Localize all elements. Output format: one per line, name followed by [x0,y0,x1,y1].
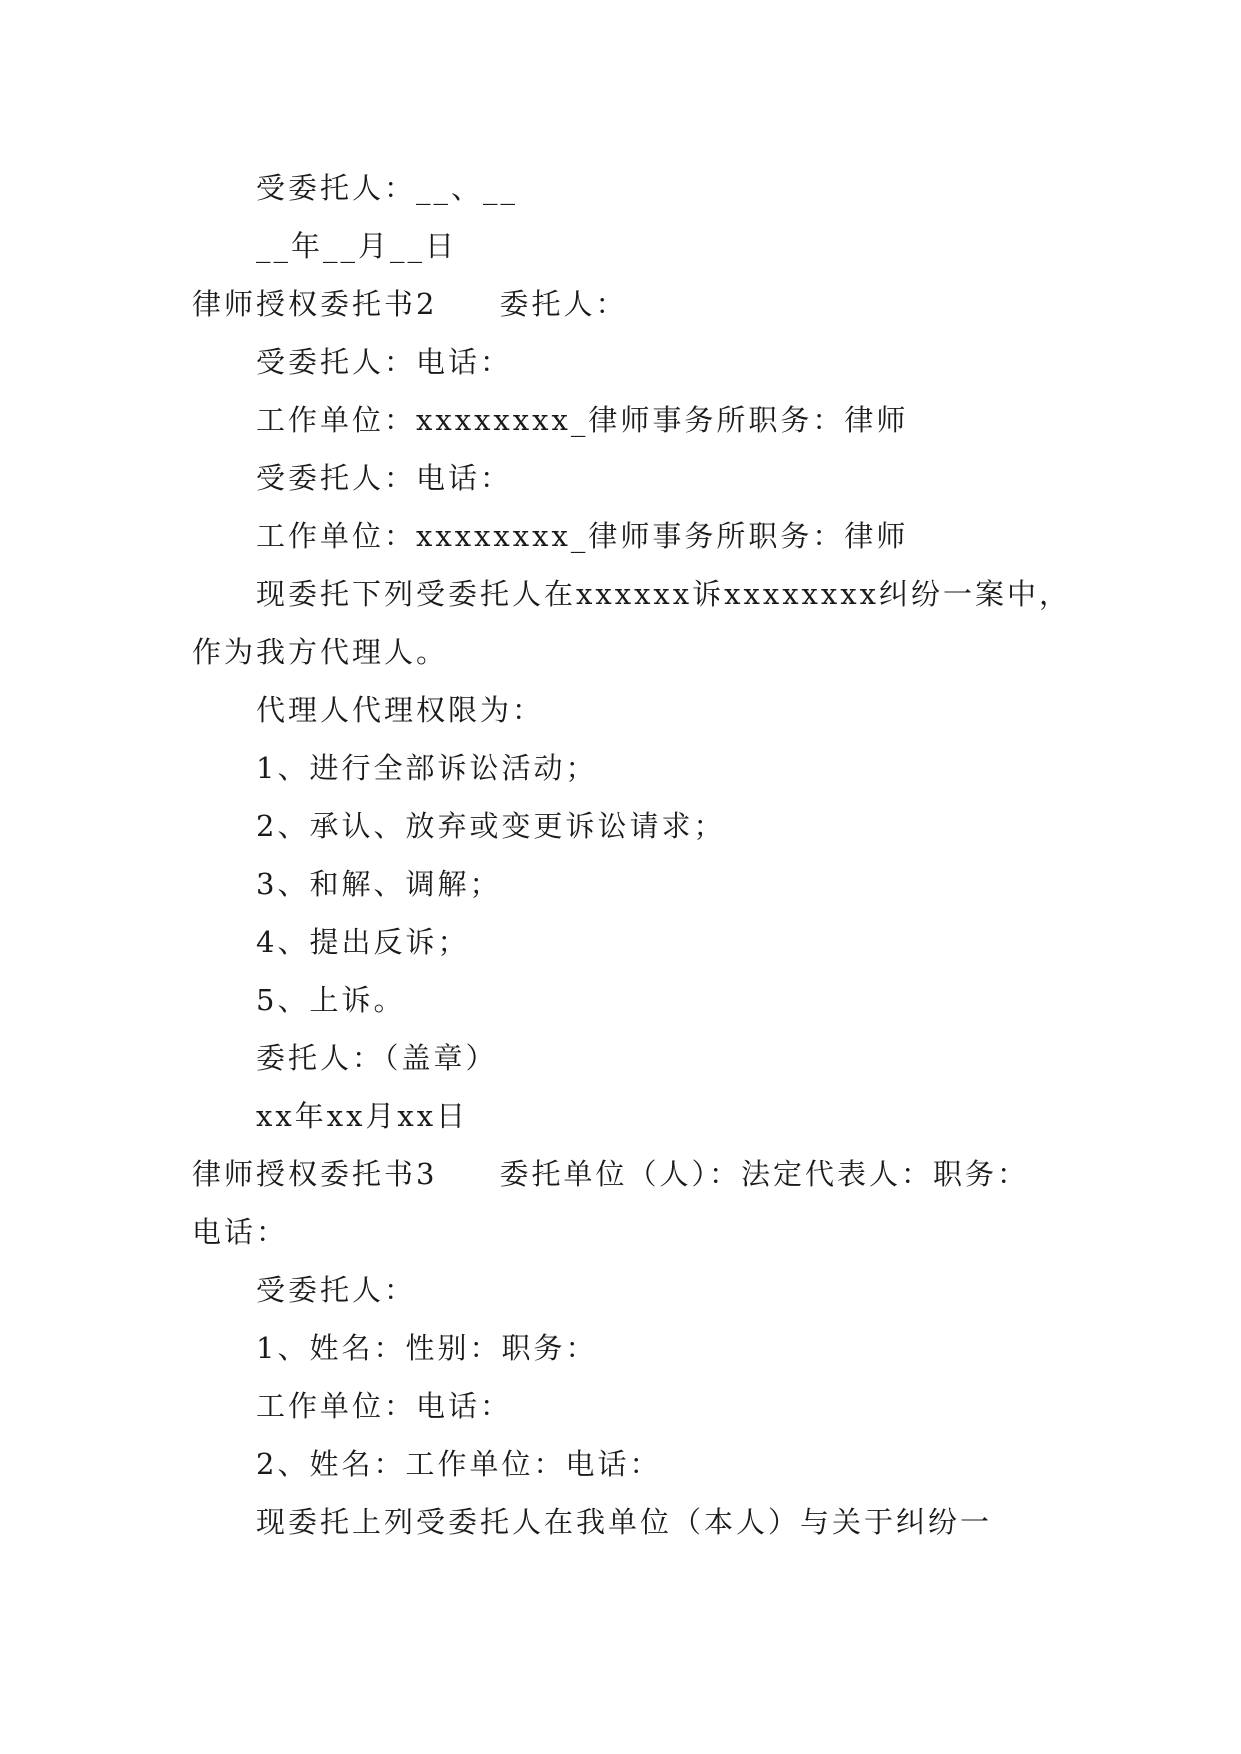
text-line: 工作单位：xxxxxxxx_律师事务所职务：律师 [256,403,909,437]
text-line: 受委托人： [256,1273,417,1307]
text-line: 代理人代理权限为： [256,693,545,727]
section-title: 律师授权委托书3 [192,1157,438,1191]
text-line: __年__月__日 [256,229,458,263]
text-line: 受委托人：电话： [256,461,513,495]
list-item: 4、提出反诉； [256,925,470,959]
list-item: 1、进行全部诉讼活动； [256,751,598,785]
section-heading-line [192,1154,1029,1194]
text-line: 作为我方代理人。 [192,635,449,669]
list-item: 5、上诉。 [256,983,406,1017]
list-item: 2、承认、放弃或变更诉讼请求； [256,809,726,843]
section-title: 律师授权委托书2 [192,287,438,321]
text-fragment: 委托单位（人）：法定代表人：职务： [499,1157,1029,1191]
text-line: 现委托上列受委托人在我单位（本人）与关于纠纷一 [256,1505,993,1539]
list-item: 3、和解、调解； [256,867,502,901]
text-line: 电话： [192,1215,289,1249]
text-line: 工作单位：电话： [256,1389,513,1423]
text-line: 2、姓名：工作单位：电话： [256,1447,662,1481]
text-line: 现委托下列受委托人在xxxxxx诉xxxxxxxx纠纷一案中， [256,577,1071,611]
text-fragment: 委托人： [499,287,628,321]
text-line: 受委托人：电话： [256,345,513,379]
text-line: 委托人：（盖章） [256,1041,498,1075]
text-line: 1、姓名：性别：职务： [256,1331,598,1365]
section-heading-line [192,284,627,324]
text-line: 工作单位：xxxxxxxx_律师事务所职务：律师 [256,519,909,553]
text-line: 受委托人：__、__ [256,171,519,205]
text-line: xx年xx月xx日 [256,1099,469,1133]
